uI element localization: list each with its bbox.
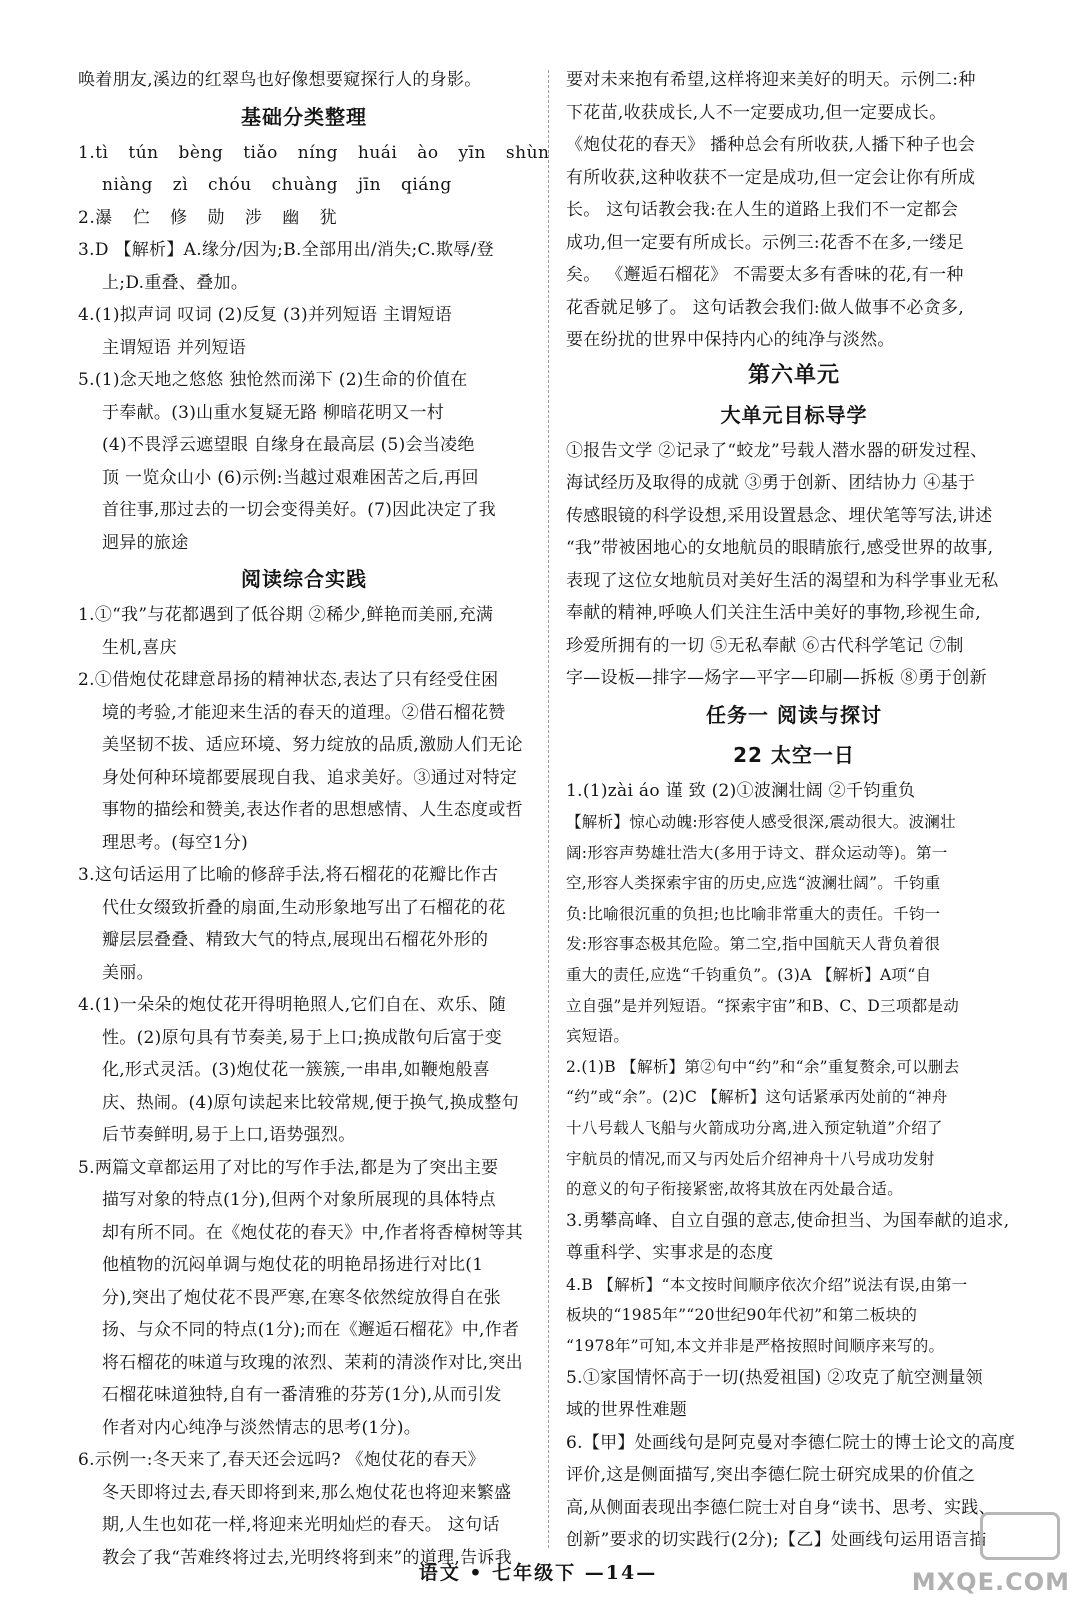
text-line: 上;D.重叠、叠加。 (102, 272, 249, 293)
watermark-logo-icon (980, 1512, 1060, 1560)
text-line: 3.D 【解析】A.缘分/因为;B.全部用出/消失;C.欺辱/登 (78, 240, 494, 260)
text-line: 瓣层层叠叠、精致大气的特点,展现出石榴花外形的 (102, 930, 489, 950)
text-line: 字—设板—排字—炀字—平字—印刷—拆板 ⑧勇于创新 (566, 668, 987, 688)
text-line: 宾短语。 (566, 1027, 630, 1046)
text-line: 成功,但一定要有所成长。示例三:花香不在多,一缕足 (566, 232, 965, 253)
text-line: 域的世界性难题 (566, 1400, 688, 1420)
text-line: 5.两篇文章都运用了对比的写作手法,都是为了突出主要 (78, 1157, 499, 1178)
text-line: 于奉献。(3)山重水复疑无路 柳暗花明又一村 (102, 402, 445, 423)
text-line: 5.(1)念天地之悠悠 独怆然而涕下 (2)生命的价值在 (78, 370, 468, 390)
text-line: 6.示例一:冬天来了,春天还会远吗? 《炮仗花的春天》 (78, 1450, 485, 1470)
section-heading: 大单元目标导学 (720, 402, 868, 427)
text-line: 扬、与众不同的特点(1分);而在《邂逅石榴花》中,作者 (102, 1320, 520, 1340)
text-line: 尊重科学、实事求是的态度 (566, 1243, 774, 1264)
page-footer: 语文 • 七年级下 —14— (418, 1562, 658, 1584)
text-line: 矣。 《邂逅石榴花》 不需要太多有香味的花,有一种 (566, 265, 964, 285)
text-line: 发:形容事态极其危险。第二空,指中国航天人背负着很 (566, 935, 941, 954)
column-divider (548, 70, 549, 1548)
text-line: “1978年”可知,本文并非是严格按照时间顺序来写的。 (566, 1336, 945, 1355)
text-line: 宇航员的情况,而又与丙处后介绍神舟十八号成功发射 (566, 1149, 935, 1168)
text-line: ①报告文学 ②记录了“蛟龙”号载人潜水器的研发过程、 (566, 440, 988, 461)
text-line: 首往事,那过去的一切会变得美好。(7)因此决定了我 (102, 500, 496, 520)
text-line: 奉献的精神,呼唤人们关注生活中美好的事物,珍视生命, (566, 603, 982, 623)
text-line: 创新”要求的切实践行(2分);【乙】处画线句运用语言描 (566, 1530, 987, 1550)
text-line: 4.(1)一朵朵的炮仗花开得明艳照人,它们自在、欢乐、随 (78, 995, 507, 1015)
text-line: “约”或“余”。(2)C 【解析】这句话紧承丙处前的“神舟 (566, 1088, 948, 1107)
text-line: 作者对内心纯净与淡然情志的思考(1分)。 (102, 1417, 422, 1438)
section-heading: 阅读综合实践 (241, 567, 367, 591)
text-line: 顶 一览众山小 (6)示例:当越过艰难困苦之后,再回 (102, 467, 479, 488)
text-line: 2.①借炮仗花肆意昂扬的精神状态,表达了只有经受住困 (78, 670, 499, 690)
text-line: 表现了这位女地航员对美好生活的渴望和为科学事业无私 (566, 570, 999, 591)
text-line: 分),突出了炮仗花不畏严寒,在寒冬依然绽放得自在张 (102, 1287, 501, 1308)
text-line: 高,从侧面表现出李德仁院士对自身“读书、思考、实践、 (566, 1497, 996, 1518)
text-line: 《炮仗花的春天》 播种总会有所收获,人播下种子也会 (566, 135, 976, 155)
text-line: 庆、热闹。(4)原句读起来比较常规,便于换气,换成整句 (102, 1092, 519, 1113)
text-line: 生机,喜庆 (102, 637, 177, 658)
text-line: 负:比喻很沉重的负担;也比喻非常重大的责任。千钧一 (566, 904, 941, 923)
text-line: 理思考。(每空1分) (102, 832, 249, 853)
section-heading: 任务一 阅读与探讨 (706, 702, 882, 727)
text-line: 下花苗,收获成长,人不一定要成功,但一定要成长。 (566, 102, 947, 123)
text-line: 美坚韧不拔、适应环境、努力绽放的品质,激励人们无论 (102, 735, 523, 755)
text-line: 他植物的沉闷单调与炮仗花的明艳昂扬进行对比(1 (102, 1255, 484, 1275)
text-line: 却有所不同。在《炮仗花的春天》中,作者将香樟树等其 (102, 1222, 523, 1243)
text-line: 4.B 【解析】“本文按时间顺序依次介绍”说法有误,由第一 (566, 1275, 968, 1294)
right-column (566, 64, 1022, 1557)
text-line: 石榴花味道独特,自有一番清雅的芬芳(1分),从而引发 (102, 1385, 502, 1405)
section-heading: 22 太空一日 (733, 742, 855, 767)
text-line: 化,形式灵活。(3)炮仗花一簇簇,一串串,如鞭炮般喜 (102, 1060, 491, 1080)
text-line: 唤着朋友,溪边的红翠鸟也好像想要窥探行人的身影。 (78, 70, 482, 90)
text-line: 评价,这是侧面描写,突出李德仁院士研究成果的价值之 (566, 1465, 976, 1485)
text-line: 重大的责任,应选“千钧重负”。(3)A 【解析】A项“自 (566, 965, 932, 984)
text-line: 十八号载人飞船与火箭成功分离,进入预定轨道”介绍了 (566, 1118, 943, 1137)
text-line: 珍爱所拥有的一切 ⑤无私奉献 ⑥古代科学笔记 ⑦制 (566, 635, 964, 656)
text-line: 身处何种环境都要展现自我、追求美好。③通过对特定 (102, 767, 518, 788)
text-line: 主谓短语 并列短语 (102, 337, 247, 358)
text-line: 的意义的句子衔接紧密,故将其放在丙处最合适。 (566, 1180, 904, 1199)
text-line: 花香就足够了。 这句话教会我们:做人做事不必贪多, (566, 297, 965, 318)
section-heading: 第六单元 (747, 362, 840, 388)
text-line: “我”带被困地心的女地航员的眼睛旅行,感受世界的故事, (566, 538, 994, 558)
text-line: 代仕女缀致折叠的扇面,生动形象地写出了石榴花的花 (102, 897, 506, 918)
text-line: 教会了我“苦难终将过去,光明终将到来”的道理,告诉我 (102, 1547, 512, 1568)
text-line: 要在纷扰的世界中保持内心的纯净与淡然。 (566, 330, 895, 350)
text-line: 有所收获,这种收获不一定是成功,但一定会让你有所成 (566, 167, 976, 188)
text-line: 3.勇攀高峰、自立自强的意志,使命担当、为国奉献的追求, (566, 1210, 1010, 1231)
left-column (78, 64, 550, 1574)
text-line: 立自强”是并列短语。“探索宇宙”和B、C、D三项都是动 (566, 996, 960, 1015)
text-line: 境的考验,才能迎来生活的春天的道理。②借石榴花赞 (102, 702, 506, 723)
text-line: 1.(1)zài áo 谨 致 (2)①波澜壮阔 ②千钧重负 (566, 780, 916, 801)
section-heading: 基础分类整理 (241, 104, 367, 129)
text-line: 将石榴花的味道与玫瑰的浓烈、茉莉的清淡作对比,突出 (102, 1352, 523, 1373)
text-line: 1.①“我”与花都遇到了低谷期 ②稀少,鲜艳而美丽,充满 (78, 605, 494, 625)
text-line: 3.这句话运用了比喻的修辞手法,将石榴花的花瓣比作古 (78, 865, 499, 885)
text-line: 海试经历及取得的成就 ③勇于创新、团结协力 ④基于 (566, 473, 976, 493)
text-line: 传感眼镜的科学设想,采用设置悬念、埋伏笔等写法,讲述 (566, 505, 993, 526)
text-line: 2.瀑 伫 修 勋 涉 幽 犹 (78, 207, 338, 228)
text-line: 期,人生也如花一样,将迎来光明灿烂的春天。 这句话 (102, 1515, 500, 1535)
text-line: 要对未来抱有希望,这样将迎来美好的明天。示例二:种 (566, 70, 976, 90)
text-line: 2.(1)B 【解析】第②句中“约”和“余”重复赘余,可以删去 (566, 1057, 960, 1076)
text-line: 【解析】惊心动魄:形容使人感受很深,震动很大。波澜壮 (566, 813, 956, 831)
text-line: 6.【甲】处画线句是阿克曼对李德仁院士的博士论文的高度 (566, 1432, 1016, 1453)
text-line: 美丽。 (102, 962, 154, 983)
text-line: 迥异的旅途 (102, 532, 189, 553)
text-line: 板块的“1985年”“20世纪90年代初”和第二板块的 (566, 1306, 918, 1325)
text-line: 性。(2)原句具有节奏美,易于上口;换成散句后富于变 (102, 1027, 503, 1048)
text-line: 后节奏鲜明,易于上口,语势强烈。 (102, 1125, 356, 1145)
text-line: 5.①家国情怀高于一切(热爱祖国) ②攻克了航空测量领 (566, 1367, 983, 1388)
text-line: 4.(1)拟声词 叹词 (2)反复 (3)并列短语 主谓短语 (78, 305, 453, 325)
text-line: 事物的描绘和赞美,表达作者的思想感情、人生态度或哲 (102, 800, 523, 820)
watermark-text: MXQE.COM (911, 1568, 1070, 1596)
text-line: 1.tì tún bèng tiǎo níng huái ào yīn shùn (78, 142, 550, 163)
text-line: 空,形容人类探索宇宙的历史,应选“波澜壮阔”。千钧重 (566, 874, 941, 893)
text-line: (4)不畏浮云遮望眼 自缘身在最高层 (5)会当凌绝 (102, 435, 475, 455)
text-line: 描写对象的特点(1分),但两个对象所展现的具体特点 (102, 1190, 496, 1210)
text-line: 长。 这句话教会我:在人生的道路上我们不一定都会 (566, 200, 959, 220)
text-line: 阔:形容声势雄壮浩大(多用于诗文、群众运动等)。第一 (566, 843, 948, 862)
text-line: niàng zì chóu chuàng jīn qiáng (102, 175, 452, 195)
text-line: 冬天即将过去,春天即将到来,那么炮仗花也将迎来繁盛 (102, 1482, 512, 1503)
